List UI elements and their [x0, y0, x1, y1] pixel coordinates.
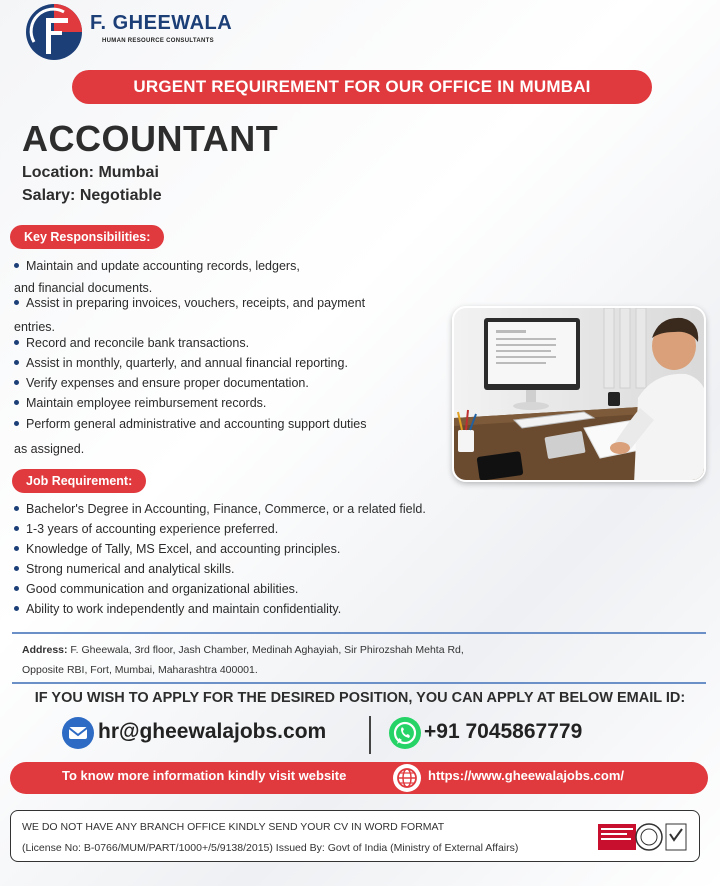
job-title: ACCOUNTANT [22, 118, 279, 159]
list-item: Good communication and organizational abilities. [14, 583, 298, 596]
accountant-at-desk-illustration [454, 308, 706, 482]
list-item: Assist in monthly, quarterly, and annual financial reporting. [14, 357, 348, 370]
company-logo-icon [24, 2, 84, 62]
address-line-2: Opposite RBI, Fort, Mumbai, Maharashtra 400001. [22, 664, 258, 676]
footer-notice: WE DO NOT HAVE ANY BRANCH OFFICE KINDLY SEND YOUR CV IN WORD FORMAT [22, 821, 445, 833]
certification-seal-icon [598, 820, 688, 854]
apply-instruction: IF YOU WISH TO APPLY FOR THE DESIRED POSITION, YOU CAN APPLY AT BELOW EMAIL ID: [34, 690, 686, 706]
requirements-heading: Job Requirement: [12, 469, 146, 493]
list-item-continuation: and financial documents. [14, 281, 153, 295]
list-item: Verify expenses and ensure proper documentation. [14, 377, 309, 390]
urgent-banner: URGENT REQUIREMENT FOR OUR OFFICE IN MUMBAI [72, 70, 652, 104]
list-item: Maintain employee reimbursement records. [14, 397, 266, 410]
whatsapp-icon [388, 716, 422, 750]
list-item: Strong numerical and analytical skills. [14, 563, 234, 576]
section-divider [12, 632, 706, 634]
website-prompt: To know more information kindly visit website [62, 768, 347, 783]
job-salary: Salary: Negotiable [22, 187, 162, 204]
phone-number[interactable]: +91 7045867779 [424, 720, 583, 743]
list-item: Maintain and update accounting records, ledgers, [14, 260, 300, 273]
contact-separator [369, 716, 371, 754]
list-item-continuation: entries. [14, 320, 55, 334]
footer-box [10, 810, 700, 862]
email-icon [62, 717, 94, 749]
brand-name: F. GHEEWALA [90, 12, 233, 34]
brand-tagline: HUMAN RESOURCE CONSULTANTS [102, 38, 214, 44]
list-item: Assist in preparing invoices, vouchers, receipts, and payment [14, 297, 365, 310]
globe-icon [392, 763, 422, 793]
job-location: Location: Mumbai [22, 164, 159, 181]
list-item: Ability to work independently and maintain confidentiality. [14, 603, 341, 616]
list-item-continuation: as assigned. [14, 442, 85, 456]
email-link[interactable]: hr@gheewalajobs.com [98, 720, 327, 743]
address-line-1: Address: F. Gheewala, 3rd floor, Jash Chamber, Medinah Aghayiah, Sir Phirozshah Mehta Rd, [22, 644, 464, 656]
list-item: Knowledge of Tally, MS Excel, and accounting principles. [14, 543, 340, 556]
footer-license: (License No: B-0766/MUM/PART/1000+/5/9138/2015) Issued By: Govt of India (Ministry of External Affairs) [22, 842, 519, 854]
list-item: Record and reconcile bank transactions. [14, 337, 249, 350]
list-item: Perform general administrative and accounting support duties [14, 418, 366, 431]
section-divider [12, 682, 706, 684]
office-photo [452, 306, 706, 482]
list-item: Bachelor's Degree in Accounting, Finance, Commerce, or a related field. [14, 503, 426, 516]
website-link[interactable]: https://www.gheewalajobs.com/ [428, 768, 624, 783]
responsibilities-heading: Key Responsibilities: [10, 225, 164, 249]
list-item: 1-3 years of accounting experience preferred. [14, 523, 278, 536]
